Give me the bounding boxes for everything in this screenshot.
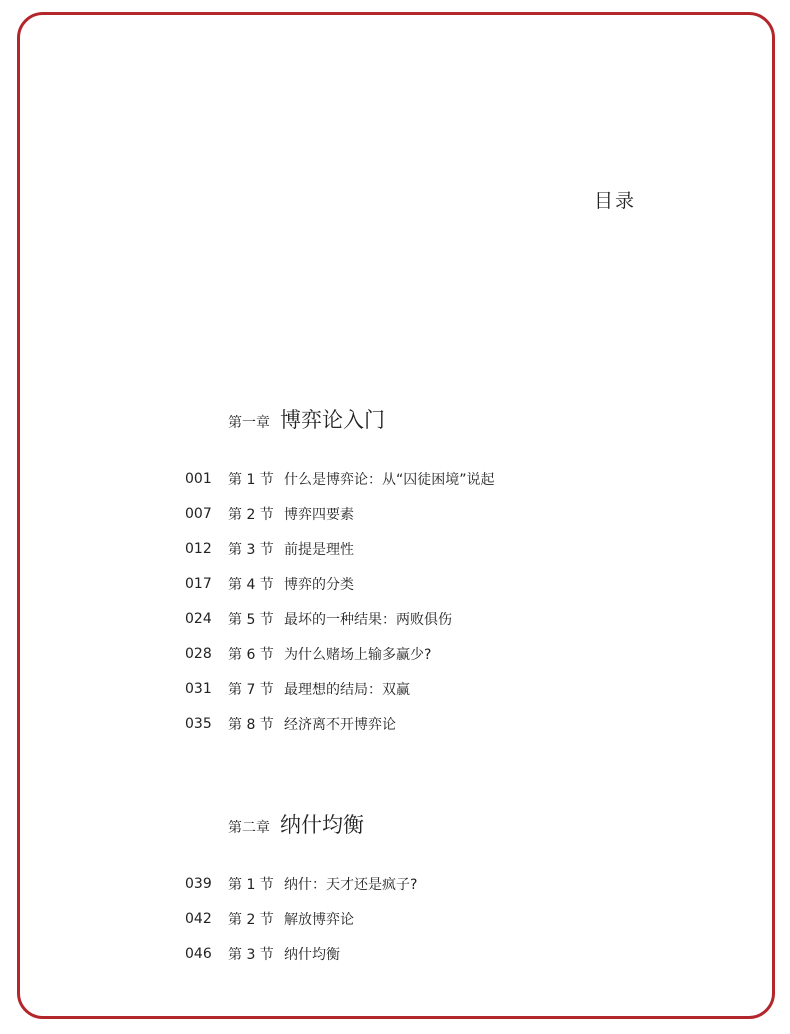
section-title: 最坏的一种结果：两败俱伤 — [284, 611, 452, 628]
chapter-title: 纳什均衡 — [280, 813, 364, 837]
section-label: 第 1 节 — [228, 471, 274, 488]
section-label: 第 8 节 — [228, 716, 274, 733]
chapter-heading-1 — [228, 404, 385, 434]
section-label: 第 2 节 — [228, 506, 274, 523]
chapter-2-section-list — [185, 866, 417, 971]
chapter-label: 第一章 — [228, 415, 270, 431]
section-title: 前提是理性 — [284, 541, 354, 558]
chapter-1-section-list — [185, 461, 495, 741]
page-number: 042 — [185, 910, 212, 927]
chapter-label: 第二章 — [228, 820, 270, 836]
toc-entry[interactable] — [185, 901, 417, 936]
section-title: 经济离不开博弈论 — [284, 716, 396, 733]
toc-entry[interactable] — [185, 936, 417, 971]
section-label: 第 2 节 — [228, 911, 274, 928]
page-number: 001 — [185, 470, 212, 487]
toc-entry[interactable] — [185, 671, 495, 706]
section-label: 第 3 节 — [228, 946, 274, 963]
page-number: 007 — [185, 505, 212, 522]
section-title: 为什么赌场上输多赢少? — [284, 646, 432, 663]
page-number: 017 — [185, 575, 212, 592]
page-title: 目录 — [594, 190, 637, 212]
toc-entry[interactable] — [185, 866, 417, 901]
toc-entry[interactable] — [185, 461, 495, 496]
section-label: 第 1 节 — [228, 876, 274, 893]
toc-entry[interactable] — [185, 706, 495, 741]
page-number: 024 — [185, 610, 212, 627]
section-title: 博弈的分类 — [284, 576, 354, 593]
section-title: 解放博弈论 — [284, 911, 354, 928]
section-label: 第 3 节 — [228, 541, 274, 558]
section-title: 纳什：天才还是疯子? — [284, 876, 418, 893]
page-number: 035 — [185, 715, 212, 732]
section-label: 第 5 节 — [228, 611, 274, 628]
section-title: 什么是博弈论：从“囚徒困境”说起 — [284, 471, 495, 488]
page-number: 012 — [185, 540, 212, 557]
chapter-heading-2 — [228, 809, 364, 839]
section-title: 纳什均衡 — [284, 946, 340, 963]
section-title: 博弈四要素 — [284, 506, 354, 523]
section-label: 第 6 节 — [228, 646, 274, 663]
section-label: 第 7 节 — [228, 681, 274, 698]
toc-entry[interactable] — [185, 601, 495, 636]
section-label: 第 4 节 — [228, 576, 274, 593]
page-number: 046 — [185, 945, 212, 962]
toc-entry[interactable] — [185, 566, 495, 601]
page-number: 039 — [185, 875, 212, 892]
page-number: 028 — [185, 645, 212, 662]
toc-entry[interactable] — [185, 531, 495, 566]
toc-entry[interactable] — [185, 636, 495, 671]
chapter-title: 博弈论入门 — [280, 408, 385, 432]
page-number: 031 — [185, 680, 212, 697]
section-title: 最理想的结局：双赢 — [284, 681, 410, 698]
toc-entry[interactable] — [185, 496, 495, 531]
